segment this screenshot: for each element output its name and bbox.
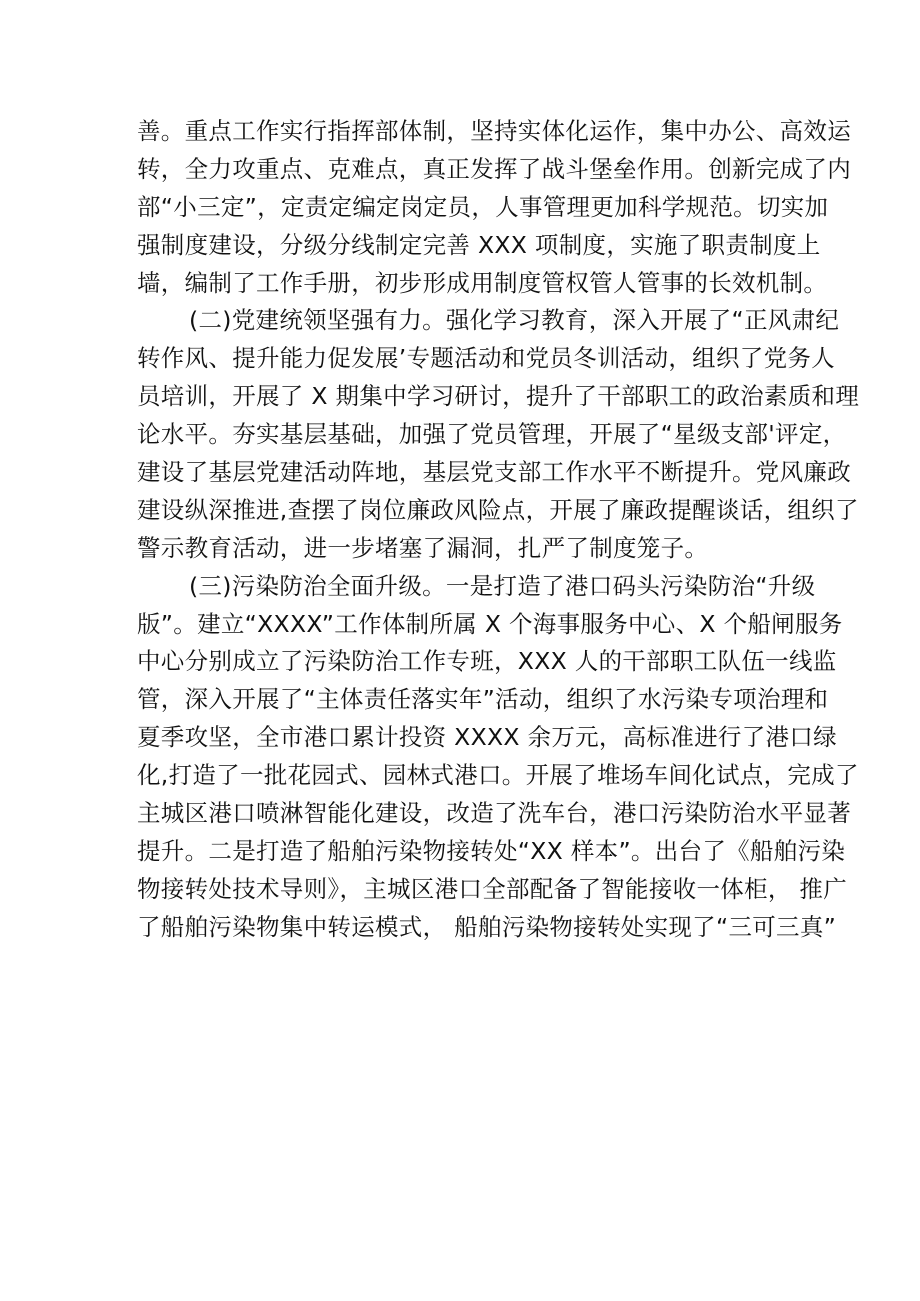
paragraph-2-line-5: 建设了基层党建活动阵地，基层党支部工作水平不断提升。党风廉政	[137, 458, 851, 487]
paragraph-3-line-3: 中心分别成立了污染防治工作专班，XXX 人的干部职工队伍一线监	[137, 647, 837, 676]
paragraph-2-line-1: (二)党建统领坚强有力。强化学习教育，深入开展了“正风肃纪	[189, 306, 840, 335]
paragraph-1-line-1: 善。重点工作实行指挥部体制，坚持实体化运作，集中办公、高效运	[137, 117, 851, 145]
paragraph-3-line-9: 物接转处技术导则》，主城区港口全部配备了智能接收一体柜， 推广	[137, 874, 848, 903]
paragraph-3-line-7: 主城区港口喷淋智能化建设，改造了洗车台，港口污染防治水平显著	[137, 799, 851, 828]
paragraph-3-line-2: 版”。建立“XXXX”工作体制所属 X 个海事服务中心、X 个船闸服务	[137, 609, 843, 638]
paragraph-2-line-7: 警示教育活动，进一步堵塞了漏洞，扎严了制度笼子。	[137, 533, 709, 562]
paragraph-3-line-4: 管，深入开展了“主体责任落实年”活动，组织了水污染专项治理和	[137, 685, 829, 714]
paragraph-1-line-2: 转，全力攻重点、克难点，真正发挥了战斗堡垒作用。创新完成了内	[137, 154, 851, 183]
paragraph-3-line-5: 夏季攻坚，全市港口累计投资 XXXX 余万元，高标准进行了港口绿	[137, 723, 837, 752]
paragraph-2-line-2: 转作风、提升能力促发展’专题活动和党员冬训活动，组织了党务人	[137, 344, 835, 373]
paragraph-1-line-4: 强制度建设，分级分线制定完善 XXX 项制度，实施了职责制度上	[137, 230, 821, 259]
paragraph-1-line-5: 墙，编制了工作手册，初步形成用制度管权管人管事的长效机制。	[137, 268, 828, 297]
paragraph-2-line-4: 论水平。夯实基层基础，加强了党员管理，开展了“星级支部'评定，	[137, 420, 847, 449]
paragraph-1-line-3: 部“小三定”，定责定编定岗定员，人事管理更加科学规范。切实加	[137, 192, 829, 221]
paragraph-3-line-10: 了船舶污染物集中转运模式， 船舶污染物接转处实现了“三可三真”	[137, 912, 837, 941]
paragraph-3-line-1: (三)污染防治全面升级。一是打造了港口码头污染防治“升级	[189, 571, 816, 600]
paragraph-3-line-8: 提升。二是打造了船舶污染物接转处“XX 样本”。出台了《船舶污染	[137, 836, 846, 865]
paragraph-2-line-6: 建设纵深推进,查摆了岗位廉政风险点，开展了廉政提醒谈话，组织了	[137, 495, 859, 524]
paragraph-3-line-6: 化,打造了一批花园式、园林式港口。开展了堆场车间化试点，完成了	[137, 761, 859, 790]
paragraph-2-line-3: 员培训，开展了 X 期集中学习研讨，提升了干部职工的政治素质和理	[137, 382, 860, 411]
document-body	[137, 113, 860, 947]
